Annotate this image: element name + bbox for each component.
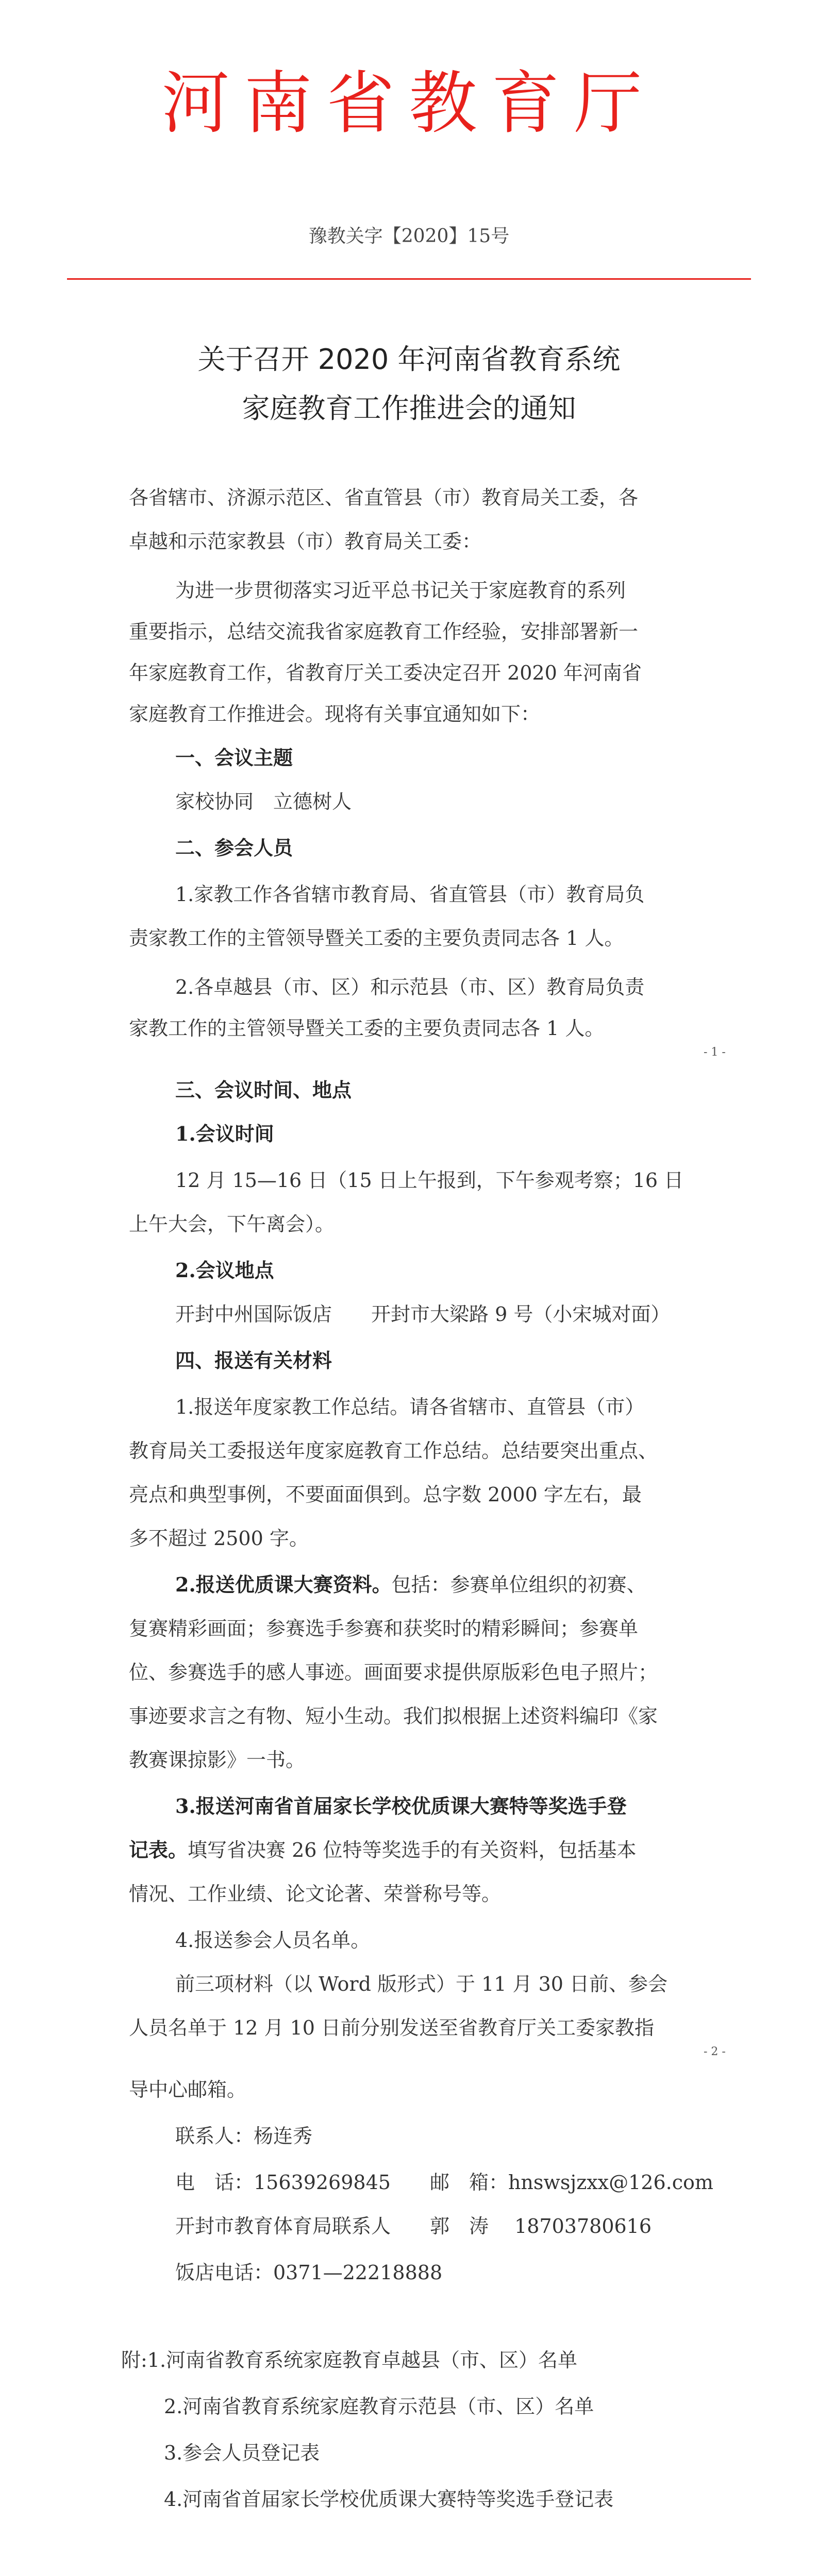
section2-heading: 二、参会人员 <box>175 836 293 859</box>
intro-line1: 为进一步贯彻落实习近平总书记关于家庭教育的系列 <box>175 579 626 602</box>
contact-kaifeng: 开封市教育体育局联系人 郭 涛 18703780616 <box>175 2215 652 2238</box>
document-title-line2: 家庭教育工作推进会的通知 <box>242 392 576 425</box>
section4-item3-line3: 情况、工作业绩、论文论著、荣誉称号等。 <box>129 1883 502 1905</box>
page-number-2: - 2 - <box>704 2045 726 2058</box>
section4-item1-line1: 1.报送年度家教工作总结。请各省辖市、直管县（市） <box>175 1396 645 1418</box>
section4-item2-line2: 复赛精彩画面；参赛选手参赛和获奖时的精彩瞬间；参赛单 <box>129 1617 639 1640</box>
contact-phone-email: 电 话：15639269845 邮 箱：hnswsjzxx@126.com <box>175 2171 713 2194</box>
attachment-2: 2.河南省教育系统家庭教育示范县（市、区）名单 <box>164 2395 594 2418</box>
issuer-masthead: 河南省教育厅 <box>161 64 657 143</box>
section3-heading: 三、会议时间、地点 <box>175 1078 352 1101</box>
section4-item2-line5: 教赛课掠影》一书。 <box>129 1749 306 1771</box>
section3-time-line1: 12 月 15—16 日（15 日上午报到，下午参观考察；16 日 <box>175 1169 684 1192</box>
section4-item5-line1: 前三项材料（以 Word 版形式）于 11 月 30 日前、参会 <box>175 1973 668 1995</box>
attachment-3: 3.参会人员登记表 <box>164 2442 320 2464</box>
section4-item1-line2: 教育局关工委报送年度家庭教育工作总结。总结要突出重点、 <box>129 1439 658 1462</box>
section4-item3-line2-rest: 填写省决赛 26 位特等奖选手的有关资料，包括基本 <box>188 1839 637 1861</box>
section3-time-heading: 1.会议时间 <box>175 1122 274 1145</box>
section4-item2-line1-rest: 包括：参赛单位组织的初赛、 <box>391 1573 646 1596</box>
addressee-line1: 各省辖市、济源示范区、省直管县（市）教育局关工委，各 <box>129 486 639 509</box>
section4-item2-bold: 2.报送优质课大赛资料。 <box>175 1573 392 1596</box>
intro-line4: 家庭教育工作推进会。现将有关事宜通知如下： <box>129 703 541 725</box>
section2-item1-line1: 1.家教工作各省辖市教育局、省直管县（市）教育局负 <box>175 883 645 906</box>
page-number-1: - 1 - <box>704 1046 726 1059</box>
section4-item4: 4.报送参会人员名单。 <box>175 1929 371 1952</box>
section1-heading: 一、会议主题 <box>175 746 293 769</box>
section4-item1-line4: 多不超过 2500 字。 <box>129 1527 309 1550</box>
section4-item2-line3: 位、参赛选手的感人事迹。画面要求提供原版彩色电子照片； <box>129 1661 658 1684</box>
attachment-4: 4.河南省首届家长学校优质课大赛特等奖选手登记表 <box>164 2488 614 2511</box>
document-title-line1: 关于召开 2020 年河南省教育系统 <box>197 343 621 376</box>
section2-item1-line2: 责家教工作的主管领导暨关工委的主要负责同志各 1 人。 <box>129 927 624 950</box>
section4-item3-line2 <box>129 1834 637 1862</box>
attachment-1: 附:1.河南省教育系统家庭教育卓越县（市、区）名单 <box>121 2349 578 2371</box>
red-divider-line <box>67 278 751 280</box>
section2-item2-line2: 家教工作的主管领导暨关工委的主要负责同志各 1 人。 <box>129 1017 605 1040</box>
addressee-line2: 卓越和示范家教县（市）教育局关工委： <box>129 530 482 553</box>
section4-item1-line3: 亮点和典型事例，不要面面俱到。总字数 2000 字左右，最 <box>129 1483 642 1506</box>
section4-item2-line4: 事迹要求言之有物、短小生动。我们拟根据上述资料编印《家 <box>129 1705 658 1727</box>
section4-item5-line3: 导中心邮箱。 <box>129 2078 247 2101</box>
document-number: 豫教关字【2020】15号 <box>308 226 510 247</box>
section4-heading: 四、报送有关材料 <box>175 1349 332 1372</box>
section3-time-line2: 上午大会，下午离会）。 <box>129 1213 335 1235</box>
contact-person: 联系人：杨连秀 <box>175 2125 313 2147</box>
section4-item3-bold-line1: 3.报送河南省首届家长学校优质课大赛特等奖选手登 <box>175 1794 627 1818</box>
section4-item2-line1 <box>175 1569 646 1597</box>
section4-item3-bold-line2: 记表。 <box>129 1838 188 1861</box>
section2-item2-line1: 2.各卓越县（市、区）和示范县（市、区）教育局负责 <box>175 976 645 998</box>
intro-line3: 年家庭教育工作，省教育厅关工委决定召开 2020 年河南省 <box>129 662 642 684</box>
intro-line2: 重要指示，总结交流我省家庭教育工作经验，安排部署新一 <box>129 620 639 643</box>
section4-item5-line2: 人员名单于 12 月 10 日前分别发送至省教育厅关工委家教指 <box>129 2016 655 2039</box>
section3-place-heading: 2.会议地点 <box>175 1259 274 1282</box>
contact-hotel-phone: 饭店电话：0371—22218888 <box>175 2261 443 2284</box>
section3-place-text: 开封中州国际饭店 开封市大梁路 9 号（小宋城对面） <box>175 1303 671 1326</box>
section1-text: 家校协同 立德树人 <box>175 790 352 813</box>
